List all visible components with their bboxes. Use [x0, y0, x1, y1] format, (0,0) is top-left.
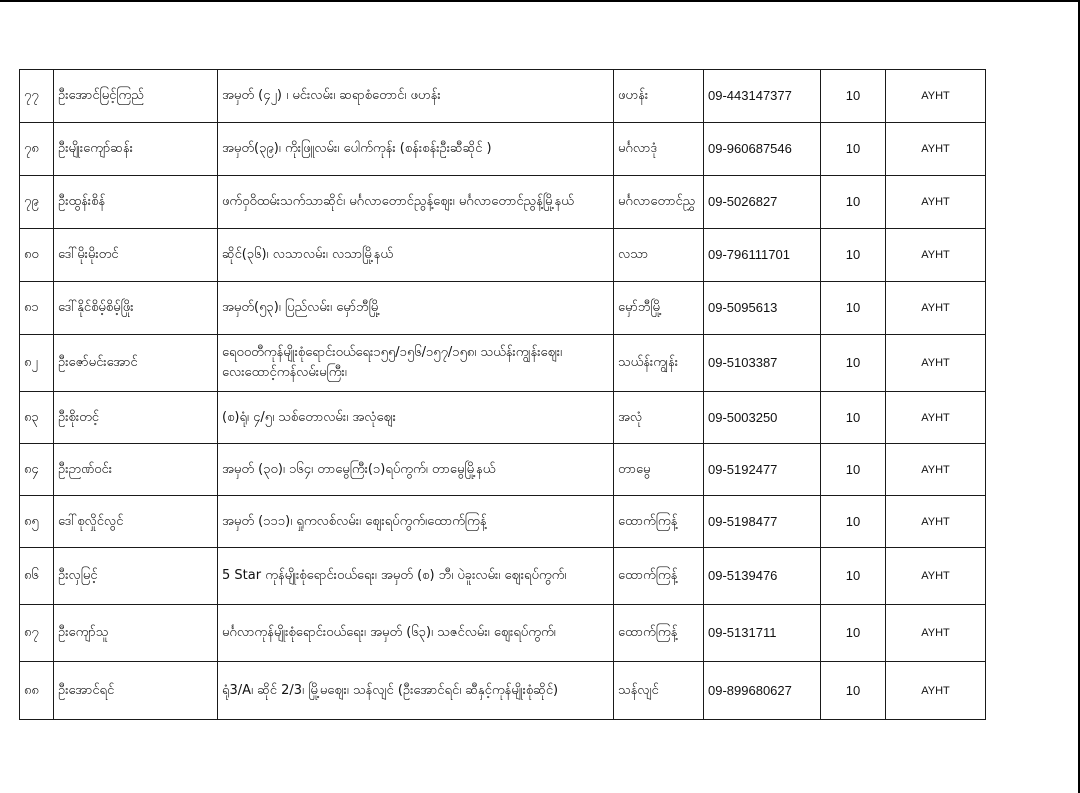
quantity: 10: [821, 176, 886, 229]
table-row: [20, 548, 986, 605]
customer-address: အမှတ် (၄၂) ၊ မင်းလမ်း၊ ဆရာစံတောင်၊ ဖဟန်း: [218, 70, 614, 123]
township: ထောက်ကြန့်: [614, 496, 704, 548]
org-code: AYHT: [886, 392, 986, 444]
township: ဖဟန်း: [614, 70, 704, 123]
phone-number: 09-5095613: [704, 282, 821, 335]
phone-number: 09-5192477: [704, 444, 821, 496]
customer-name: ဦးထွန်းစိန်: [54, 176, 218, 229]
table-row: [20, 662, 986, 720]
customer-name: ဒေါ်နိုင်စိမ့်စိမ့်ဖြိုး: [54, 282, 218, 335]
table-row: [20, 176, 986, 229]
quantity: 10: [821, 548, 886, 605]
customer-address: မင်္ဂလာကုန်မျိုးစုံရောင်းဝယ်ရေး၊ အမှတ် (၆၃)၊ သဇင်လမ်း၊ ဈေးရပ်ကွက်၊: [218, 605, 614, 662]
customer-name: ဦးကျော်သူ: [54, 605, 218, 662]
township: ထောက်ကြန့်: [614, 605, 704, 662]
row-number: ၈၅: [20, 496, 54, 548]
customer-name: ဒေါ်စုလှိုင်လွင်: [54, 496, 218, 548]
table-row: [20, 335, 986, 392]
org-code: AYHT: [886, 548, 986, 605]
phone-number: 09-5131711: [704, 605, 821, 662]
quantity: 10: [821, 496, 886, 548]
phone-number: 09-960687546: [704, 123, 821, 176]
township: လသာ: [614, 229, 704, 282]
row-number: ၈၁: [20, 282, 54, 335]
org-code: AYHT: [886, 282, 986, 335]
township: ထောက်ကြန့်: [614, 548, 704, 605]
table-row: [20, 444, 986, 496]
township: သန်လျင်: [614, 662, 704, 720]
customer-address: (စ)ရုံ၊ ၄/၅၊ သစ်တောလမ်း၊ အလုံဈေး: [218, 392, 614, 444]
row-number: ၈၀: [20, 229, 54, 282]
phone-number: 09-5026827: [704, 176, 821, 229]
customer-address: အမှတ်(၃၉)၊ ကိုးဖြူလမ်း၊ ပေါက်ကုန်း (စန်းစန်းဦးဆီဆိုင် ): [218, 123, 614, 176]
township: မင်္ဂလာဒုံ: [614, 123, 704, 176]
table-row: [20, 282, 986, 335]
org-code: AYHT: [886, 123, 986, 176]
quantity: 10: [821, 123, 886, 176]
row-number: ၇၈: [20, 123, 54, 176]
phone-number: 09-899680627: [704, 662, 821, 720]
quantity: 10: [821, 605, 886, 662]
customer-address: ဆိုင်(၃၆)၊ လသာလမ်း၊ လသာမြို့နယ်: [218, 229, 614, 282]
customer-name: ဦးဇော်မင်းအောင်: [54, 335, 218, 392]
customer-name: ဦးမျိုးကျော်ဆန်း: [54, 123, 218, 176]
org-code: AYHT: [886, 496, 986, 548]
row-number: ၇၉: [20, 176, 54, 229]
township: တာမွေ: [614, 444, 704, 496]
quantity: 10: [821, 444, 886, 496]
table-row: [20, 70, 986, 123]
customer-address: အမှတ် (၃၀)၊ ၁၆၄၊ တာမွေကြီး(၁)ရပ်ကွက်၊ တာမွေမြို့နယ်: [218, 444, 614, 496]
township: မင်္ဂလာတောင်ညွှ: [614, 176, 704, 229]
customer-name: ဦးဉာဏ်ဝင်း: [54, 444, 218, 496]
township: သယ်န်းကျွန်း: [614, 335, 704, 392]
quantity: 10: [821, 70, 886, 123]
org-code: AYHT: [886, 335, 986, 392]
org-code: AYHT: [886, 70, 986, 123]
customer-name: ဦးအောင်ရင်: [54, 662, 218, 720]
table-row: [20, 392, 986, 444]
customer-address: ဖက်ဝှဝိထမ်းသက်သာဆိုင်၊ မင်္ဂလာတောင်ညွန့်ဈေး၊ မင်္ဂလာတောင်ညွန့်မြို့နယ်: [218, 176, 614, 229]
phone-number: 09-5103387: [704, 335, 821, 392]
row-number: ၈၄: [20, 444, 54, 496]
org-code: AYHT: [886, 444, 986, 496]
org-code: AYHT: [886, 605, 986, 662]
org-code: AYHT: [886, 176, 986, 229]
customer-address: အမှတ်(၅၃)၊ ပြည်လမ်း၊ မှော်ဘီမြို့: [218, 282, 614, 335]
phone-number: 09-5003250: [704, 392, 821, 444]
customer-address: အမှတ် (၁၁၁)၊ ရှုကလစ်လမ်း၊ ဈေးရပ်ကွက်၊ထောက်ကြန့်: [218, 496, 614, 548]
row-number: ၇၇: [20, 70, 54, 123]
org-code: AYHT: [886, 229, 986, 282]
quantity: 10: [821, 229, 886, 282]
customer-address: 5 Star ကုန်မျိုးစုံရောင်းဝယ်ရေး၊ အမှတ် (စ) ဘီ၊ ပဲခူးလမ်း၊ ဈေးရပ်ကွက်၊: [218, 548, 614, 605]
customer-name: ဒေါ်မိုးမိုးတင်: [54, 229, 218, 282]
row-number: ၈၃: [20, 392, 54, 444]
row-number: ၈၂: [20, 335, 54, 392]
phone-number: 09-5198477: [704, 496, 821, 548]
row-number: ၈၈: [20, 662, 54, 720]
quantity: 10: [821, 662, 886, 720]
township: မှော်ဘီမြို့: [614, 282, 704, 335]
row-number: ၈၆: [20, 548, 54, 605]
phone-number: 09-5139476: [704, 548, 821, 605]
table-row: [20, 123, 986, 176]
customer-address: ရုံ3/A၊ ဆိုင် 2/3၊ မြို့မဈေး၊ သန်လျင် (ဦးအောင်ရင်၊ ဆီနှင့်ကုန်မျိုးစုံဆိုင်): [218, 662, 614, 720]
quantity: 10: [821, 335, 886, 392]
customer-name: ဦးလှမြင့်: [54, 548, 218, 605]
table-row: [20, 496, 986, 548]
customer-table: [19, 69, 986, 720]
org-code: AYHT: [886, 662, 986, 720]
row-number: ၈၇: [20, 605, 54, 662]
customer-name: ဦးစိုးတင့်: [54, 392, 218, 444]
phone-number: 09-796111701: [704, 229, 821, 282]
customer-address: ရေဝဝတီကုန်မျိုးစုံရောင်းဝယ်ရေး၁၅၅/၁၅၆/၁၅၇/၁၅၈၊ သယ်န်းကျွန်းဈေး၊ လေးထောင့်ကန်လမ်းမကြီး၊: [218, 335, 614, 392]
township: အလုံ: [614, 392, 704, 444]
quantity: 10: [821, 282, 886, 335]
customer-name: ဦးအောင်မြင့်ကြည်: [54, 70, 218, 123]
phone-number: 09-443147377: [704, 70, 821, 123]
table-row: [20, 605, 986, 662]
quantity: 10: [821, 392, 886, 444]
table-row: [20, 229, 986, 282]
